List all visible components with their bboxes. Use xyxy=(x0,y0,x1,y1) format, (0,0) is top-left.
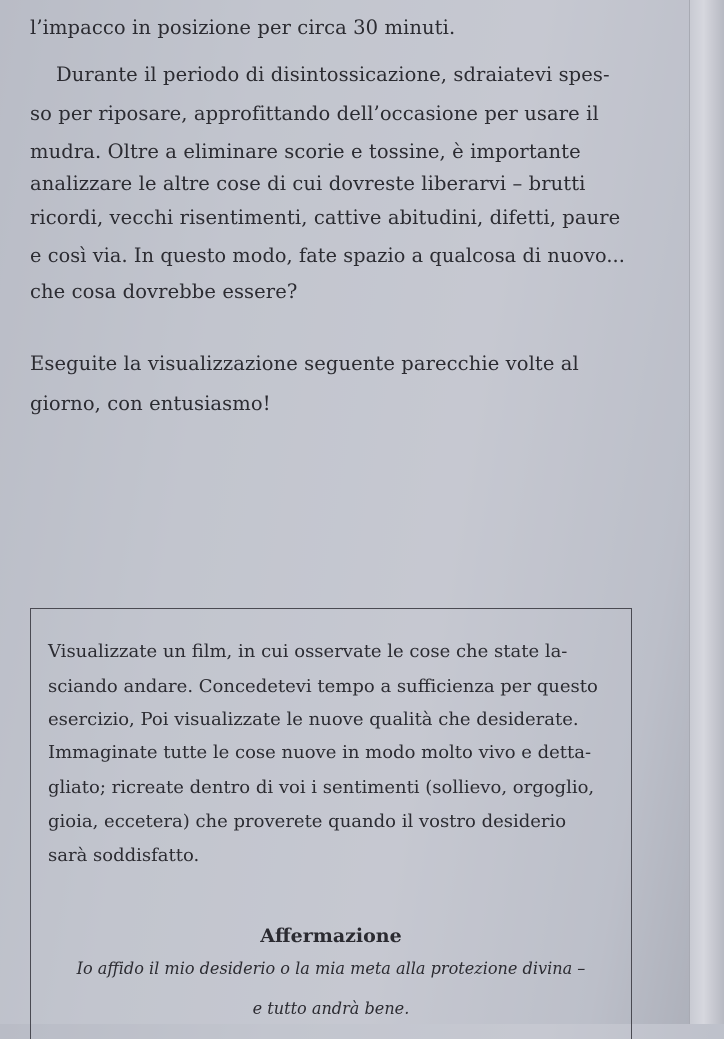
text-line: che cosa dovrebbe essere? xyxy=(30,280,298,303)
box-text-line: gliato; ricreate dentro di voi i sentimenti (sollievo, orgoglio, xyxy=(48,777,595,798)
text-line: analizzare le altre cose di cui dovreste liberarvi – brutti xyxy=(30,172,586,195)
box-text-line: sarà soddisfatto. xyxy=(48,845,200,866)
affirmation-line: Io affido il mio desiderio o la mia meta alla protezione divina – xyxy=(76,959,586,978)
text-line: Durante il periodo di disintossicazione, sdraiatevi spes- xyxy=(56,63,610,86)
text-line: Eseguite la visualizzazione seguente parecchie volte al xyxy=(30,352,579,375)
text-line: so per riposare, approfittando dell’occasione per usare il xyxy=(30,102,599,125)
affirmation-line: e tutto andrà bene. xyxy=(252,999,410,1018)
box-text-line: Immaginate tutte le cose nuove in modo molto vivo e detta- xyxy=(48,742,592,763)
affirmation-heading: Affermazione xyxy=(260,925,402,947)
box-text-line: Visualizzate un film, in cui osservate le cose che state la- xyxy=(48,641,568,662)
text-line: e così via. In questo modo, fate spazio a qualcosa di nuovo... xyxy=(30,244,625,267)
text-line: ricordi, vecchi risentimenti, cattive abitudini, difetti, paure xyxy=(30,206,621,229)
box-text-line: esercizio, Poi visualizzate le nuove qualità che desiderate. xyxy=(48,709,579,730)
box-text-line: sciando andare. Concedetevi tempo a sufficienza per questo xyxy=(48,676,598,697)
visualization-box xyxy=(30,608,632,1039)
text-line: l’impacco in posizione per circa 30 minuti. xyxy=(30,16,456,39)
page-edge xyxy=(689,0,724,1024)
text-line: giorno, con entusiasmo! xyxy=(30,392,271,415)
text-line: mudra. Oltre a eliminare scorie e tossine, è importante xyxy=(30,140,581,163)
box-text-line: gioia, eccetera) che proverete quando il vostro desiderio xyxy=(48,811,567,832)
